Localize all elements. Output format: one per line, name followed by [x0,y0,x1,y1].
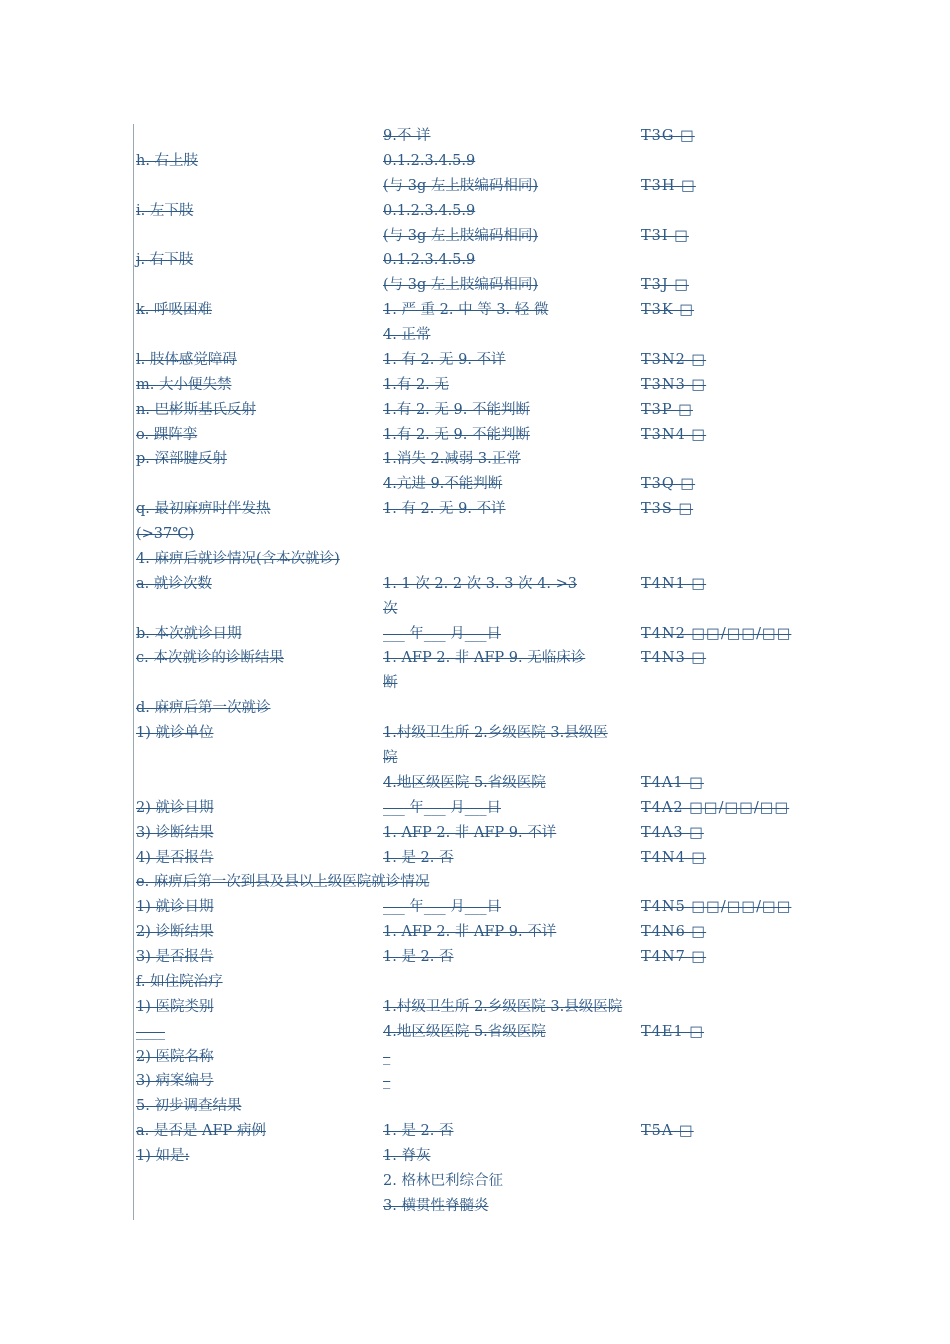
form-row [136,1194,816,1219]
item-label: e. 麻痹后第一次到县及县以上级医院就诊情况 [136,874,430,891]
item-options: (与 3g 左上肢编码相同) [383,177,539,194]
item-label: l. 肢体感觉障碍 [136,351,237,368]
item-options: ___ 年___ 月___日 [383,625,501,642]
item-label: j. 右下肢 [136,252,194,269]
form-row [136,572,816,597]
form-row [136,224,816,249]
item-label: a. 是否是 AFP 病例 [136,1123,266,1140]
item-label: 1) 医院类别 [136,998,214,1015]
item-code: T3K □ [641,302,695,319]
item-label: i. 左下肢 [136,202,194,219]
form-row [136,1045,816,1070]
item-options: 1. AFP 2. 非 AFP 9. 不详 [383,924,557,941]
item-label: b. 本次就诊日期 [136,625,242,642]
item-options: ___ 年___ 月___日 [383,799,501,816]
item-label: d. 麻痹后第一次就诊 [136,700,271,717]
item-options: 4. 正常 [383,327,431,344]
item-options: 1. 有 2. 无 9. 不详 [383,501,506,518]
item-options: 1. AFP 2. 非 AFP 9. 不详 [383,824,557,841]
item-options: _ [383,1048,391,1065]
item-code: T3Q □ [641,476,696,493]
form-row [136,1069,816,1094]
item-code: T3N4 □ [641,426,707,443]
item-options: 1.有 2. 无 9. 不能判断 [383,401,530,418]
item-label: (>37℃) [136,526,195,543]
item-options: (与 3g 左上肢编码相同) [383,227,539,244]
item-label: 5. 初步调查结果 [136,1098,242,1115]
item-options: _ [383,1073,391,1090]
item-options: 0.1.2.3.4.5.9 [383,152,476,169]
item-code: T4E1 □ [641,1023,705,1040]
item-label: 2) 诊断结果 [136,924,214,941]
item-options: 1.村级卫生所 2.乡级医院 3.县级医 [383,725,608,742]
item-code: T3I □ [641,227,689,244]
form-row [136,671,816,696]
item-options: 1. 是 2. 否 [383,949,454,966]
item-options: 3. 横贯性脊髓炎 [383,1197,489,1214]
item-options: 1.村级卫生所 2.乡级医院 3.县级医院 [383,998,623,1015]
item-code: T4N3 □ [641,650,707,667]
item-options: 0.1.2.3.4.5.9 [383,252,476,269]
item-options: 1. 脊灰 [383,1148,431,1165]
item-code: T3J □ [641,277,690,294]
item-code: T4N4 □ [641,849,707,866]
form-row [136,423,816,448]
item-label: ____ [136,1023,165,1040]
form-row [136,846,816,871]
form-row [136,945,816,970]
item-options: 次 [383,600,398,617]
item-label: 2) 就诊日期 [136,799,214,816]
item-options: 4.地区级医院 5.省级医院 [383,1023,546,1040]
item-label: 4. 麻痹后就诊情况(含本次就诊) [136,550,340,567]
item-options: ___ 年___ 月___日 [383,899,501,916]
form-row [136,497,816,522]
form-row [136,771,816,796]
item-label: 1) 如是: [136,1148,190,1165]
form-row [136,149,816,174]
left-margin-line [133,124,134,1220]
form-row [136,472,816,497]
form-row [136,970,816,995]
item-code: T3G □ [641,128,695,144]
form-row [136,895,816,920]
item-options: 9.不 详 [383,128,431,144]
item-label: 3) 病案编号 [136,1073,214,1090]
form-row [136,995,816,1020]
form-row [136,696,816,721]
item-options: 1. AFP 2. 非 AFP 9. 无临床诊 [383,650,586,667]
form-row [136,522,816,547]
item-code: T5A □ [641,1123,694,1140]
item-label: 4) 是否报告 [136,849,214,866]
item-options: 1. 严 重 2. 中 等 3. 轻 微 [383,302,549,319]
form-row [136,1144,816,1169]
item-label: 3) 诊断结果 [136,824,214,841]
item-label: q. 最初麻痹时伴发热 [136,501,271,518]
item-code: T4N5 □□/□□/□□ [641,899,792,916]
item-label: 1) 就诊单位 [136,725,214,742]
item-options: 1. 是 2. 否 [383,849,454,866]
form-row [136,597,816,622]
item-label: f. 如住院治疗 [136,973,223,990]
form-row [136,373,816,398]
item-options: 4.亢进 9.不能判断 [383,476,503,493]
item-options: 0.1.2.3.4.5.9 [383,202,476,219]
item-label: 1) 就诊日期 [136,899,214,916]
form-row [136,273,816,298]
item-options: (与 3g 左上肢编码相同) [383,277,539,294]
item-code: T3P □ [641,401,693,418]
form-row [136,622,816,647]
form-row [136,174,816,199]
item-options: 1. 1 次 2. 2 次 3. 3 次 4. >3 [383,575,577,592]
item-code: T4N7 □ [641,949,707,966]
item-options: 1.有 2. 无 9. 不能判断 [383,426,530,443]
form-row [136,1094,816,1119]
form-row [136,447,816,472]
item-label: h. 右上肢 [136,152,199,169]
item-code: T3S □ [641,501,694,518]
item-options: 断 [383,675,398,692]
item-options: 1. 有 2. 无 9. 不详 [383,351,506,368]
form-row [136,870,816,895]
item-options: 4.地区级医院 5.省级医院 [383,774,546,791]
item-options: 1.消失 2.减弱 3.正常 [383,451,521,468]
form-row [136,821,816,846]
item-code: T4N6 □ [641,924,707,941]
item-label: a. 就诊次数 [136,575,212,592]
item-code: T3H □ [641,177,696,194]
item-code: T3N2 □ [641,351,707,368]
item-code: T4N2 □□/□□/□□ [641,625,792,642]
item-options: 2. 格林巴利综合征 [383,1172,503,1189]
item-code: T4A1 □ [641,774,704,791]
form-row [136,1020,816,1045]
form-row [136,199,816,224]
item-label: 3) 是否报告 [136,949,214,966]
form-row [136,721,816,746]
form-row [136,920,816,945]
item-label: p. 深部腱反射 [136,451,227,468]
form-row [136,348,816,373]
form-row [136,547,816,572]
item-label: m. 大小便失禁 [136,376,232,393]
item-label: n. 巴彬斯基氏反射 [136,401,257,418]
form-row [136,323,816,348]
form-row [136,1169,816,1194]
form-row [136,124,816,149]
form-row [136,298,816,323]
form-row [136,796,816,821]
item-code: T4A2 □□/□□/□□ [641,799,790,816]
item-label: k. 呼吸困难 [136,302,213,319]
item-label: 2) 医院名称 [136,1048,214,1065]
item-code: T4A3 □ [641,824,704,841]
item-label: o. 踝阵挛 [136,426,198,443]
form-row [136,248,816,273]
item-code: T3N3 □ [641,376,707,393]
item-label: c. 本次就诊的诊断结果 [136,650,284,667]
item-code: T4N1 □ [641,575,707,592]
form-row [136,398,816,423]
item-options: 1. 是 2. 否 [383,1123,454,1140]
item-options: 1.有 2. 无 [383,376,449,393]
form-row [136,1119,816,1144]
form-row [136,646,816,671]
form-row [136,746,816,771]
item-options: 院 [383,750,398,766]
